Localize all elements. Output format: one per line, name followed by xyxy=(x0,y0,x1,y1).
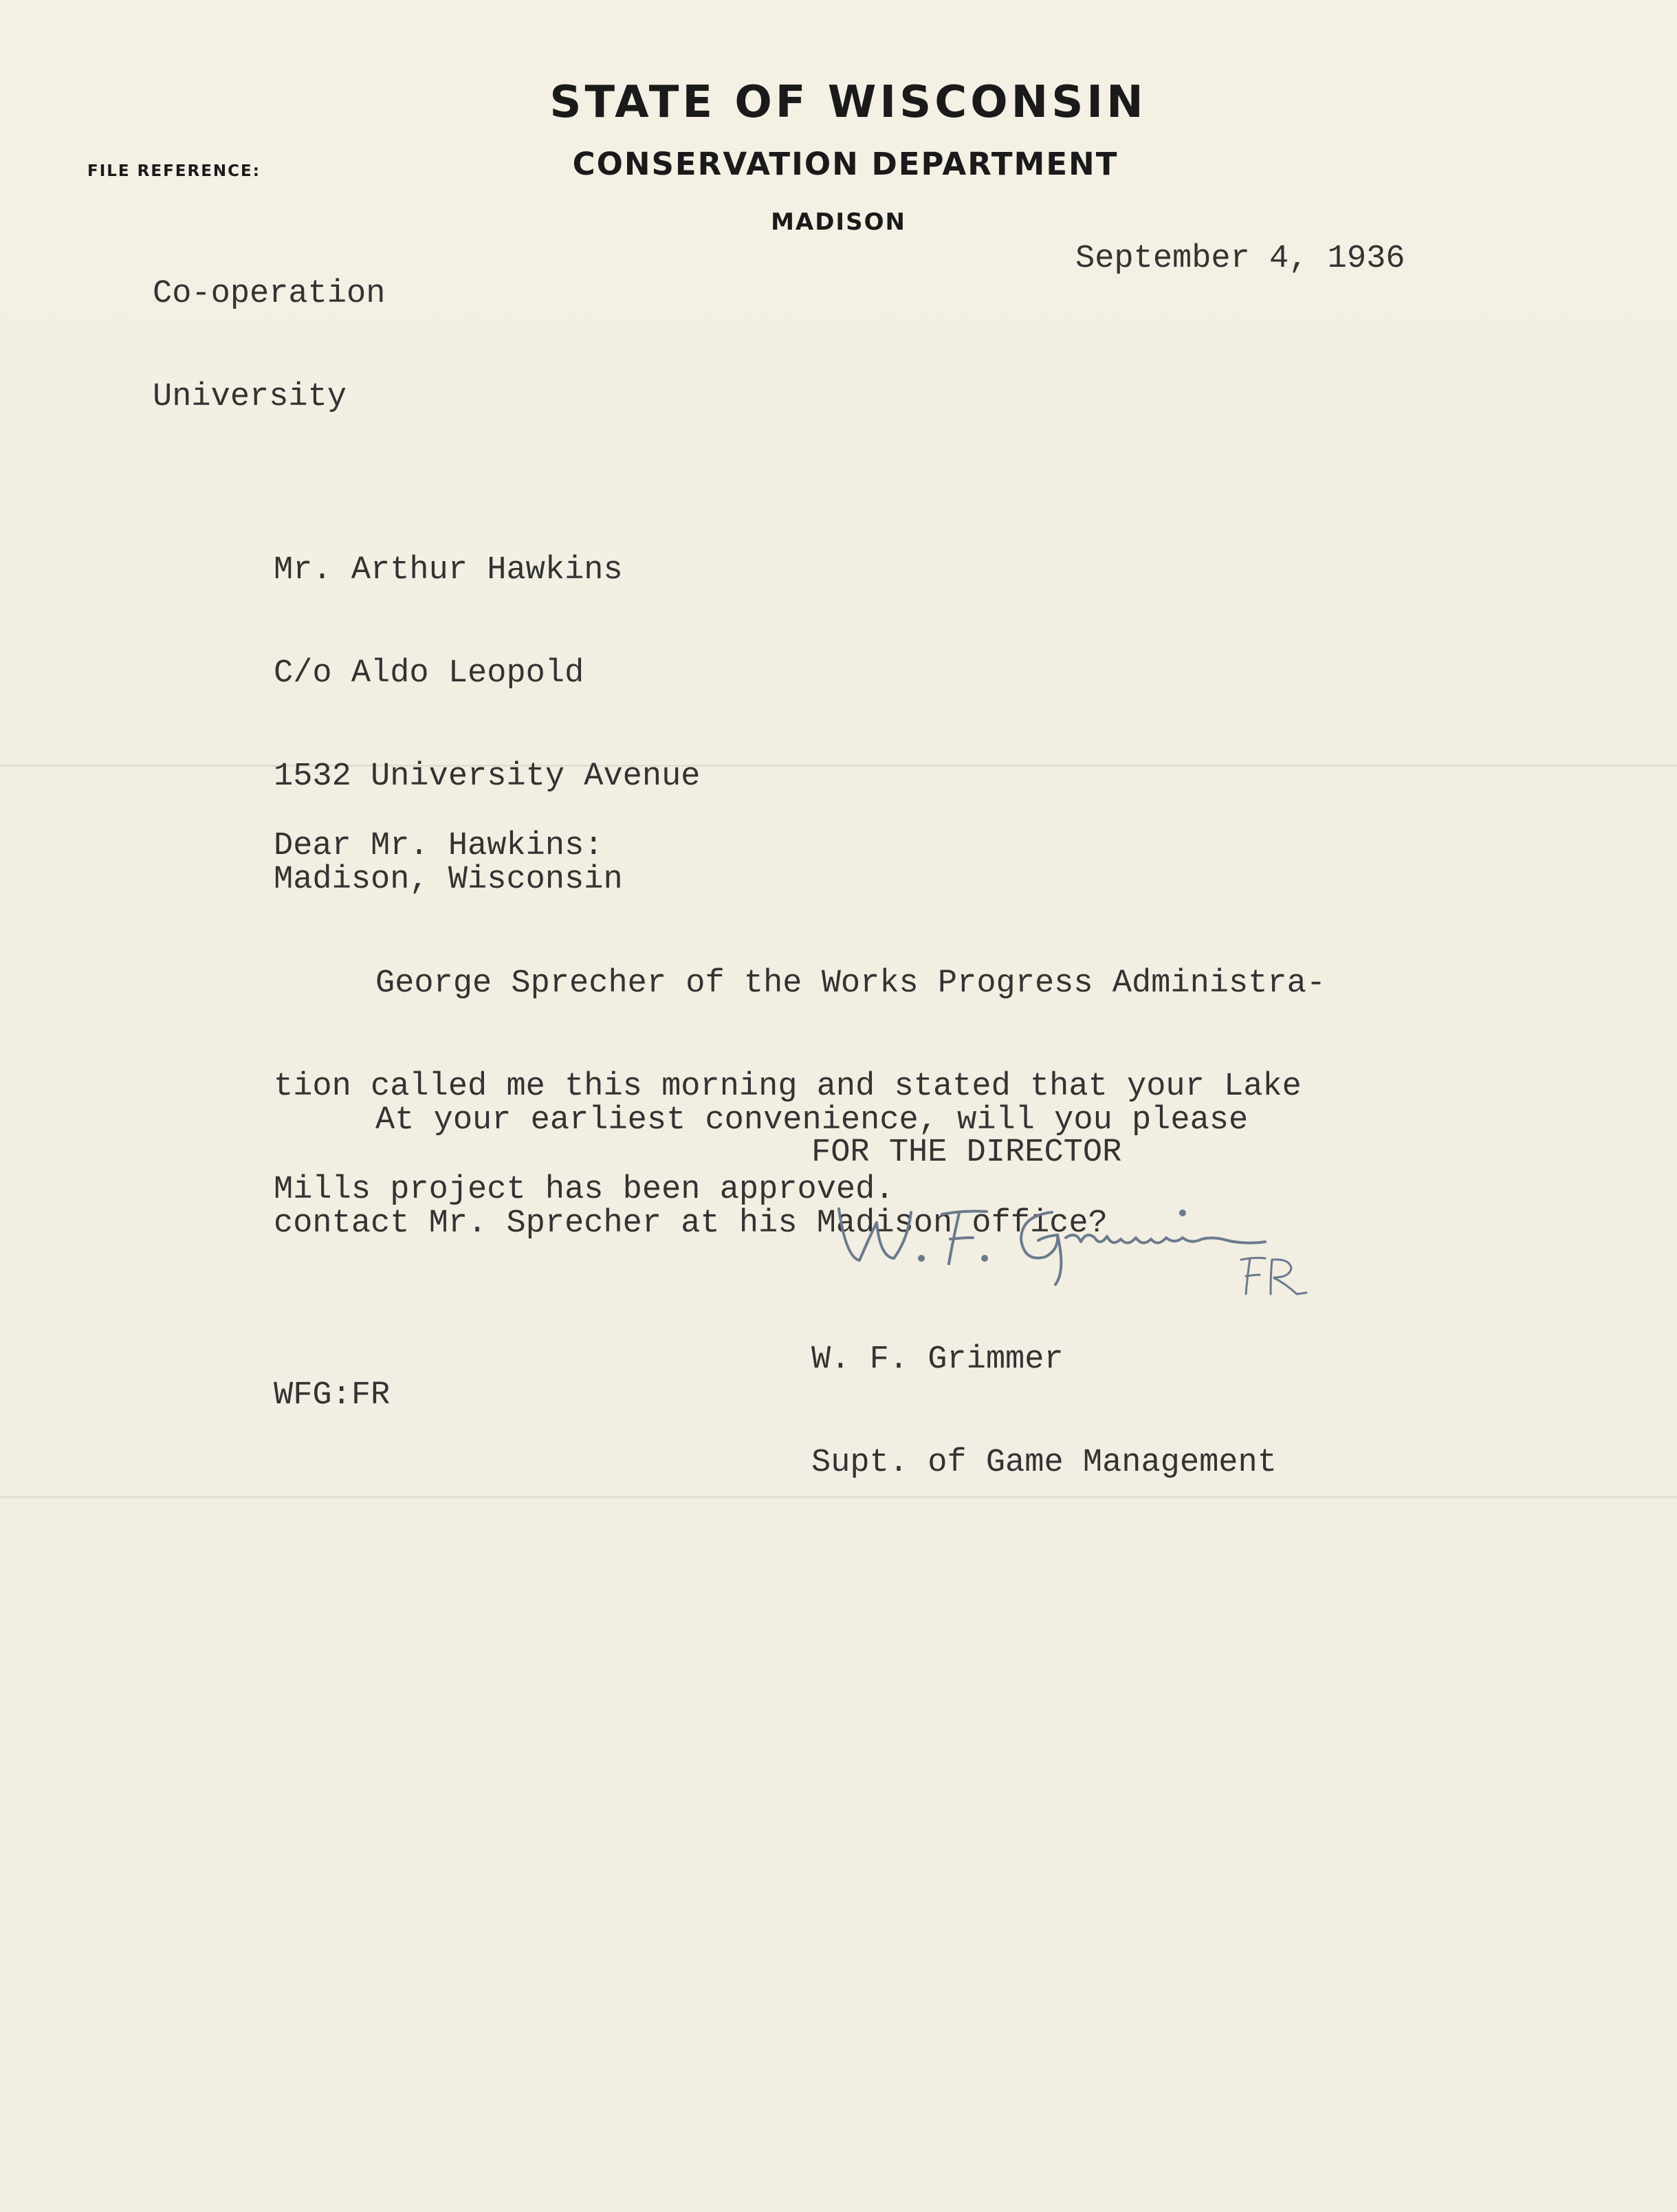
signer-name: W. F. Grimmer xyxy=(811,1342,1064,1378)
signer-block xyxy=(811,1274,1277,1549)
paper-fold-upper xyxy=(0,765,1677,767)
letterhead-state: STATE OF WISCONSIN xyxy=(549,77,1147,128)
body-line: contact Mr. Sprecher at his Madison office? xyxy=(274,1205,1108,1242)
file-reference-line: University xyxy=(153,379,347,415)
file-reference-label: FILE REFERENCE: xyxy=(87,162,261,180)
address-line: Madison, Wisconsin xyxy=(274,862,623,898)
address-line: C/o Aldo Leopold xyxy=(274,655,584,692)
salutation: Dear Mr. Hawkins: xyxy=(274,828,604,864)
address-line: 1532 University Avenue xyxy=(274,758,701,795)
body-line: At your earliest convenience, will you please xyxy=(375,1102,1249,1139)
signer-title: Supt. of Game Management xyxy=(811,1445,1277,1481)
body-line: Mills project has been approved. xyxy=(274,1172,895,1208)
address-line: Mr. Arthur Hawkins xyxy=(274,552,623,589)
letter-date: September 4, 1936 xyxy=(1075,241,1405,277)
body-line: George Sprecher of the Works Progress Administra- xyxy=(375,965,1326,1002)
letterhead-city: MADISON xyxy=(771,208,906,236)
reference-initials: WFG:FR xyxy=(274,1377,391,1414)
letterhead-department: CONSERVATION DEPARTMENT xyxy=(572,146,1119,182)
body-line: tion called me this morning and stated that your Lake xyxy=(274,1069,1302,1105)
file-reference-value xyxy=(153,208,385,483)
recipient-address xyxy=(274,485,701,966)
file-reference-line: Co-operation xyxy=(153,276,386,312)
closing: FOR THE DIRECTOR xyxy=(811,1135,1122,1171)
